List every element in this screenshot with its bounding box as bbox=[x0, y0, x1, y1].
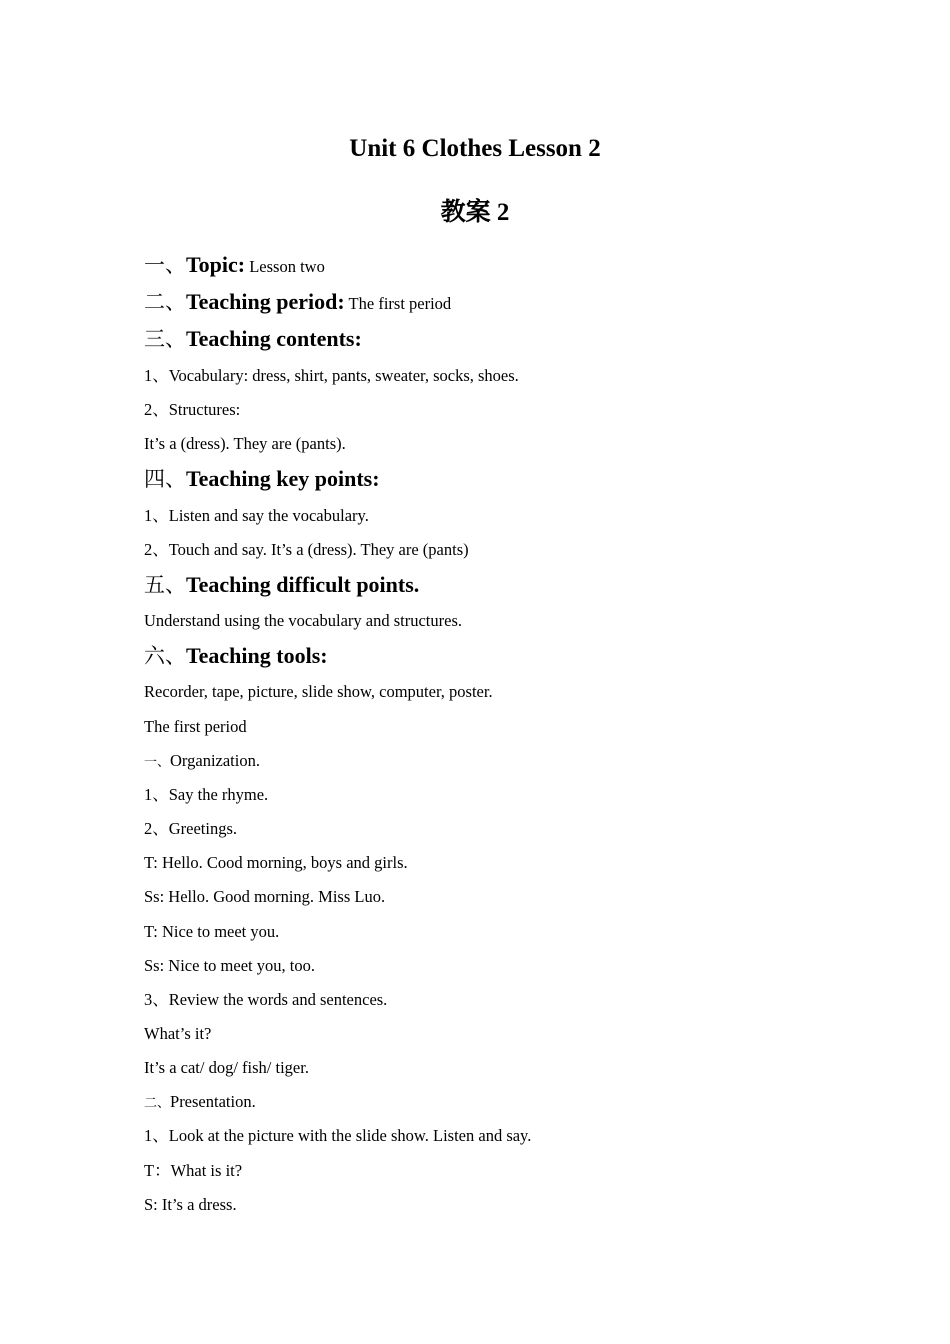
review-question: What’s it? bbox=[144, 1024, 212, 1043]
section-label: Teaching difficult points. bbox=[186, 572, 420, 597]
section-number: 一、 bbox=[144, 253, 186, 277]
section-value: Lesson two bbox=[245, 257, 325, 276]
presentation-line-2: T：What is it? bbox=[144, 1161, 243, 1180]
section-label: Teaching tools: bbox=[186, 643, 328, 668]
contents-line-2: 2、Structures: bbox=[144, 400, 241, 419]
section-number: 五、 bbox=[144, 573, 186, 597]
presentation-line-1: 1、Look at the picture with the slide show. Listen and say. bbox=[144, 1126, 532, 1145]
contents-line-3: It’s a (dress). They are (pants). bbox=[144, 434, 346, 453]
document-subtitle: 教案 2 bbox=[440, 199, 510, 226]
section-label: Teaching contents: bbox=[186, 326, 362, 351]
dialog-line-4: Ss: Nice to meet you, too. bbox=[144, 956, 315, 975]
section-number: 六、 bbox=[144, 644, 186, 668]
first-period-line: The first period bbox=[144, 717, 247, 736]
tools-line: Recorder, tape, picture, slide show, computer, poster. bbox=[144, 682, 493, 701]
contents-line-1: 1、Vocabulary: dress, shirt, pants, sweater, socks, shoes. bbox=[144, 366, 519, 385]
section-label: Topic: bbox=[186, 252, 246, 277]
section-contents bbox=[144, 325, 362, 356]
section-key-points bbox=[144, 465, 380, 496]
dialog-line-1: T: Hello. Cood morning, boys and girls. bbox=[144, 853, 408, 872]
section-label: Teaching key points: bbox=[186, 466, 380, 491]
presentation-line-3: S: It’s a dress. bbox=[144, 1195, 237, 1214]
organization-heading bbox=[144, 750, 260, 774]
section-value: The first period bbox=[344, 294, 452, 313]
step-label: Organization. bbox=[170, 751, 260, 770]
organization-line-2: 2、Greetings. bbox=[144, 819, 238, 838]
section-difficult-points bbox=[144, 571, 419, 602]
review-line: 3、Review the words and sentences. bbox=[144, 990, 388, 1009]
organization-line-1: 1、Say the rhyme. bbox=[144, 785, 269, 804]
section-number: 三、 bbox=[144, 327, 186, 351]
section-period bbox=[144, 288, 451, 319]
dialog-line-3: T: Nice to meet you. bbox=[144, 922, 280, 941]
key-point-1: 1、Listen and say the vocabulary. bbox=[144, 506, 369, 525]
document-title: Unit 6 Clothes Lesson 2 bbox=[349, 135, 601, 162]
review-answer: It’s a cat/ dog/ fish/ tiger. bbox=[144, 1058, 309, 1077]
step-number: 二、 bbox=[144, 1096, 171, 1111]
dialog-line-2: Ss: Hello. Good morning. Miss Luo. bbox=[144, 887, 386, 906]
section-label: Teaching period: bbox=[186, 289, 345, 314]
section-topic bbox=[144, 251, 325, 282]
presentation-heading bbox=[144, 1091, 256, 1115]
step-label: Presentation. bbox=[170, 1092, 256, 1111]
section-number: 二、 bbox=[144, 290, 186, 314]
section-tools bbox=[144, 642, 328, 673]
step-number: 一、 bbox=[144, 755, 171, 770]
difficult-point-1: Understand using the vocabulary and structures. bbox=[144, 611, 462, 630]
section-number: 四、 bbox=[144, 467, 186, 491]
key-point-2: 2、Touch and say. It’s a (dress). They are (pants) bbox=[144, 540, 469, 559]
